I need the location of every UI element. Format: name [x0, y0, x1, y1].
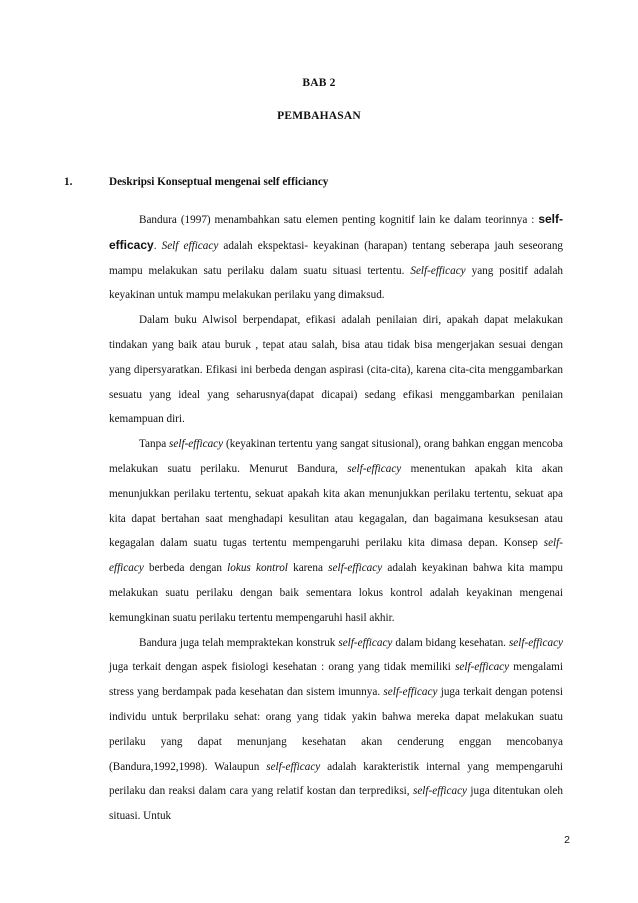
text-run: Bandura (1997) menambahkan satu elemen penting kognitif lain ke dalam teorinnya : — [139, 214, 539, 226]
italic-run: self-efficacy — [347, 462, 402, 475]
text-run: karena — [287, 562, 329, 575]
italic-run: self-efficacy — [338, 636, 393, 649]
text-run: Tanpa — [139, 438, 170, 451]
text-run: Dalam buku Alwisol berpendapat, efikasi adalah penilaian diri, apakah dapat melakukan tindakan yang baik atau buruk , tepat atau salah, bisa atau tidak bisa mengerjakan sesuai dengan yang dipersyaratkan. Efikasi ini berbeda dengan aspirasi (cita-cita), karena cita-cita menggambarkan sesuatu yang ideal yang seharusnya(dapat dicapai) sedang efikasi menggambarkan penilaian kemampuan diri. — [109, 314, 563, 426]
text-run: Bandura juga telah mempraktekan konstruk — [139, 636, 339, 649]
text-run: juga terkait dengan potensi individu untuk berprilaku sehat: orang yang tidak yakin bahwa mereka dapat melakukan suatu perilaku yang dapat menunjang kesehatan akan cenderung enggan mencobanya (Bandura,1992,1998). Walaupun — [109, 686, 563, 773]
section-number: 1. — [64, 176, 73, 188]
italic-run: self-efficacy — [109, 537, 563, 575]
italic-run: lokus kontrol — [227, 562, 288, 575]
bold-run: self-efficacy — [109, 212, 563, 252]
text-run: berbeda dengan — [143, 562, 228, 575]
page-number: 2 — [564, 834, 570, 846]
text-run: adalah karakteristik internal yang mempengaruhi perilaku dan reaksi dalam cara yang relatif kostan dan terprediksi, — [109, 760, 563, 798]
text-run: juga ditentukan oleh situasi. Untuk — [109, 785, 563, 823]
chapter-title: PEMBAHASAN — [277, 110, 361, 122]
italic-run: Self efficacy — [161, 239, 219, 252]
italic-run: self-efficacy — [328, 562, 383, 575]
body-text — [109, 204, 563, 829]
chapter-label: BAB 2 — [302, 77, 336, 89]
text-run: (keyakinan tertentu yang sangat situsional), orang bahkan enggan mencoba melakukan suatu perilaku. Menurut Bandura, — [109, 438, 563, 475]
text-run: yang positif adalah keyakinan untuk mampu melakukan perilaku yang dimaksud. — [109, 264, 564, 302]
text-run: adalah ekspektasi- keyakinan (harapan) tentang seberapa jauh seseorang mampu melakukan satu perilaku dalam suatu situasi tertentu. — [109, 239, 564, 277]
text-run: . — [153, 239, 162, 252]
paragraph — [109, 631, 563, 829]
italic-run: self-efficacy — [383, 686, 438, 699]
paragraph — [109, 308, 563, 432]
text-run: mengalami stress yang berdampak pada kesehatan dan sistem imunnya. — [109, 661, 563, 699]
paragraph — [109, 432, 563, 630]
section-heading: Deskripsi Konseptual mengenai self efficiancy — [109, 176, 329, 188]
italic-run: Self-efficacy — [410, 264, 466, 277]
italic-run: self-efficacy — [169, 438, 224, 451]
text-run: menentukan apakah kita akan menunjukkan perilaku tertentu, sekuat apakah kita akan menunjukkan perilaku tertentu, sekuat apa kita dapat bertahan saat menghadapi kesulitan atau kegagalan, dan bagaimana kesuksesan atau kegagalan dalam suatu tugas tertentu mempengaruhi perilaku kita dimasa depan. Konsep — [109, 462, 564, 550]
paragraph — [109, 207, 563, 308]
italic-run: self-efficacy — [508, 636, 563, 649]
italic-run: self-efficacy — [412, 785, 468, 798]
italic-run: self-efficacy — [266, 760, 321, 773]
text-run: dalam bidang kesehatan. — [392, 636, 509, 649]
text-run: juga terkait dengan aspek fisiologi kesehatan : orang yang tidak memiliki — [109, 661, 456, 674]
italic-run: self-efficacy — [455, 661, 510, 674]
text-run: adalah keyakinan bahwa kita mampu melakukan suatu perilaku dengan baik sementara lokus kontrol adalah keyakinan mengenai kemungkinan suatu perilaku tertentu mempengaruhi hasil akhir. — [109, 562, 563, 624]
